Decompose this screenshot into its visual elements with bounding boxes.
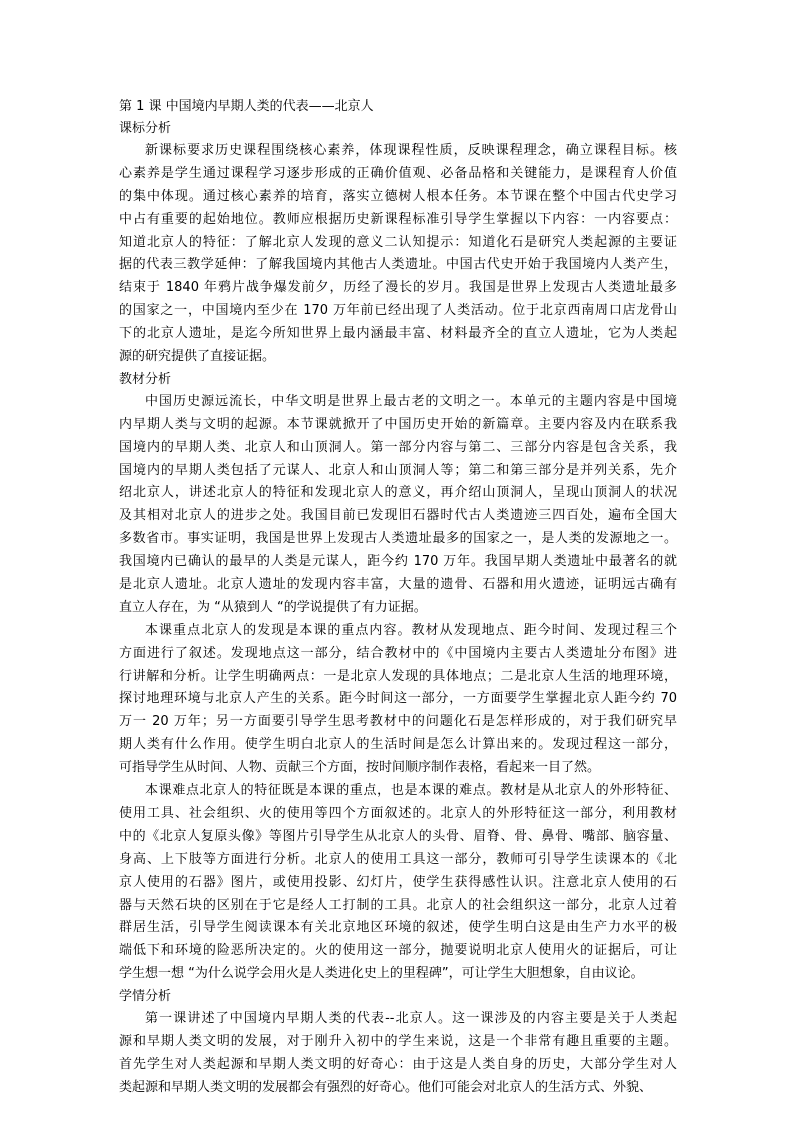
paragraph-line: 多数省市。事实证明，我国是世界上发现古人类遗址最多的国家之一，是人类的发源地之一。 [119,531,677,547]
paragraph [119,391,677,620]
paragraph-line: 的国家之一，中国境内至少在 170 万年前已经出现了人类活动。位于北京西南周口店龙骨山 [119,303,677,319]
section-heading: 教材分析 [119,371,172,387]
paragraph-line: 及其相对北京人的进步之处。我国目前已发现旧石器时代古人类遗迹三四百处，遍布全国大 [119,508,677,524]
paragraph-line: 类起源和早期人类文明的发展都会有强烈的好奇心。他们可能会对北京人的生活方式、外貌、 [119,1079,653,1095]
paragraph-line: 国境内的早期人类包括了元谋人、北京人和山顶洞人等；第二和第三部分是并列关系，先介 [119,462,677,478]
paragraph [119,620,677,780]
paragraph-line: 新课标要求历史课程围绕核心素养，体现课程性质，反映课程理念，确立课程目标。核 [145,143,677,158]
section-heading: 学情分析 [119,989,172,1005]
paragraph [119,140,677,369]
paragraph-line: 探讨地理环境与北京人产生的关系。距今时间这一部分，一方面要学生掌握北京人距今约 70 [119,691,677,707]
paragraph-line: 下的北京人遗址，是迄今所知世界上最内涵最丰富、材料最齐全的直立人遗址，它为人类起 [119,326,677,342]
paragraph-line: 京人使用的石器》图片，或使用投影、幻灯片，使学生获得感性认识。注意北京人使用的石 [119,874,677,890]
document-body [119,118,677,1100]
paragraph-line: 中的《北京人复原头像》等图片引导学生从北京人的头骨、眉脊、骨、鼻骨、嘴部、脑容量、 [119,828,677,844]
paragraph-line: 直立人存在，为 “从猿到人 “的学说提供了有力证据。 [119,599,427,615]
paragraph-line: 身高、上下肢等方面进行分析。北京人的使用工具这一部分，教师可引导学生读课本的《北 [119,851,677,867]
paragraph-line: 群居生活，引导学生阅读课本有关北京地区环境的叙述，使学生明白这是由生产力水平的极 [119,920,677,936]
paragraph-line: 可指导学生从时间、人物、贡献三个方面，按时间顺序制作表格，看起来一目了然。 [119,760,601,776]
paragraph-line: 首先学生对人类起源和早期人类文明的好奇心：由于这是人类自身的历史，大部分学生对人 [119,1056,677,1072]
paragraph-line: 中国历史源远流长，中华文明是世界上最古老的文明之一。本单元的主题内容是中国境 [145,393,677,409]
paragraph-line: 知道北京人的特征：了解北京人发现的意义二认知提示：知道化石是研究人类起源的主要证 [119,234,677,250]
paragraph-line: 本课难点北京人的特征既是本课的重点，也是本课的难点。教材是从北京人的外形特征、 [145,783,677,799]
paragraph-line: 端低下和环境的险恶所决定的。火的使用这一部分，抛要说明北京人使用火的证据后，可让 [119,943,677,959]
paragraph-line: 本课重点北京人的发现是本课的重点内容。教材从发现地点、距今时间、发现过程三个 [145,622,677,638]
section-heading: 课标分析 [119,121,172,136]
paragraph-line: 心素养是学生通过课程学习逐步形成的正确价值观、必备品格和关键能力，是课程育人价值 [119,165,677,181]
lesson-title: 第 1 课 中国境内早期人类的代表——北京人 [119,99,374,114]
paragraph-line: 行讲解和分析。让学生明确两点：一是北京人发现的具体地点；二是北京人生活的地理环境， [119,668,677,684]
paragraph-line: 源和早期人类文明的发展，对于刚升入初中的学生来说，这是一个非常有趣且重要的主题。 [119,1033,677,1049]
paragraph-line: 中占有重要的起始地位。教师应根据历史新课程标准引导学生掌握以下内容：一内容要点： [119,211,677,227]
paragraph-line: 的集中体现。通过核心素养的培育，落实立德树人根本任务。本节课在整个中国古代史学习 [119,188,677,204]
document-page [119,96,677,1100]
paragraph-line: 国境内的早期人类、北京人和山顶洞人。第一部分内容与第二、三部分内容是包含关系，我 [119,439,677,455]
paragraph-line: 器与天然石块的区别在于它是经人工打制的工具。北京人的社会组织这一部分，北京人过着 [119,897,677,913]
paragraph-line: 第一课讲述了中国境内早期人类的代表--北京人。这一课涉及的内容主要是关于人类起 [145,1011,677,1027]
paragraph-line: 我国境内已确认的最早的人类是元谋人，距今约 170 万年。我国早期人类遗址中最著名的就 [119,554,677,570]
paragraph-line: 源的研究提供了直接证据。 [119,349,276,365]
paragraph-line: 学生想一想 “为什么说学会用火是人类进化史上的里程碑”，可让学生大胆想象，自由议论。 [119,966,644,982]
paragraph-line: 内早期人类与文明的起源。本节课就掀开了中国历史开始的新篇章。主要内容及内在联系我 [119,416,677,432]
paragraph-line: 据的代表三教学延伸：了解我国境内其他古人类遗址。中国古代史开始于我国境内人类产生， [119,257,677,273]
paragraph-line: 期人类有什么作用。使学生明白北京人的生活时间是怎么计算出来的。发现过程这一部分， [119,737,677,753]
paragraph [119,780,677,986]
paragraph-line: 是北京人遗址。北京人遗址的发现内容丰富，大量的遗骨、石器和用火遗迹，证明远古确有 [119,577,677,593]
paragraph-line: 绍北京人，讲述北京人的特征和发现北京人的意义，再介绍山顶洞人，呈现山顶洞人的状况 [119,485,677,501]
paragraph-line: 万一 20 万年；另一方面要引导学生思考教材中的问题化石是怎样形成的，对于我们研究早 [119,714,677,730]
paragraph-line: 使用工具、社会组织、火的使用等四个方面叙述的。北京人的外形特征这一部分，利用教材 [119,805,677,821]
paragraph-line: 结束于 1840 年鸦片战争爆发前夕，历经了漫长的岁月。我国是世界上发现古人类遗址最多 [119,280,677,296]
paragraph-line: 方面进行了叙述。发现地点这一部分，结合教材中的《中国境内主要古人类遗址分布图》进 [119,645,677,661]
paragraph [119,1008,677,1100]
